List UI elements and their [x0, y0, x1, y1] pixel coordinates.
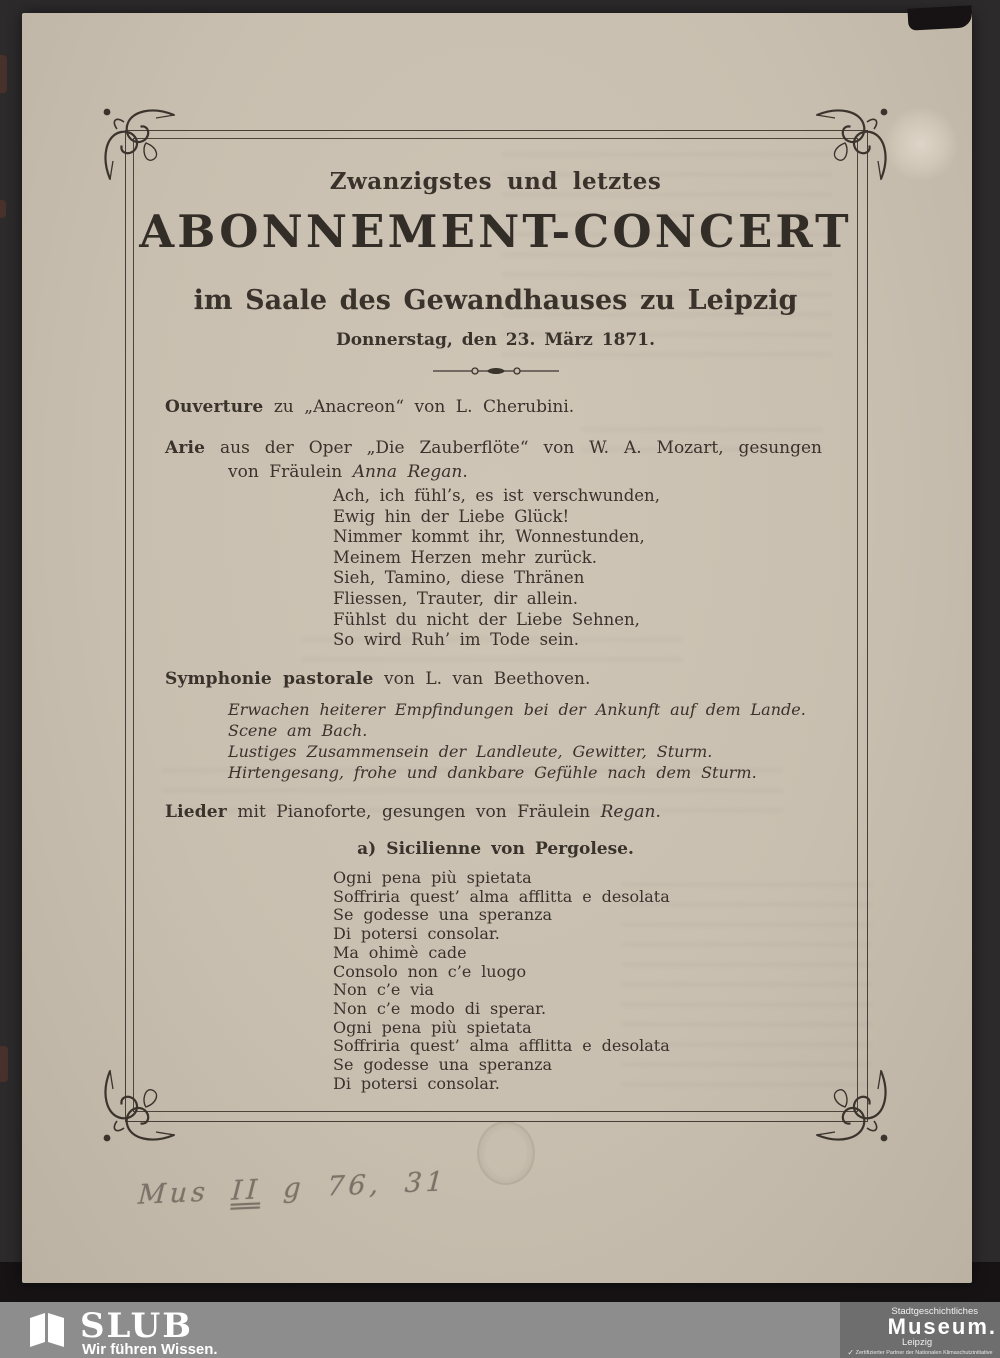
performer-name: Regan — [600, 802, 656, 822]
handwritten-shelfmark — [137, 1166, 448, 1211]
work-type-label: Arie — [165, 438, 206, 458]
embossed-stamp — [477, 1121, 535, 1185]
work-type-label: Ouverture — [165, 397, 264, 417]
verse-line: Ach, ich fühl’s, es ist verschwunden, — [333, 486, 660, 505]
concert-programme-page — [22, 13, 972, 1283]
lyric-line: Se godesse una speranza — [333, 1055, 553, 1075]
lyric-line: Non c’e modo di sperar. — [333, 998, 547, 1018]
movement-line: Lustiges Zusammensein der Landleute, Gewitter, Sturm. — [228, 742, 713, 761]
programme-item-arie-line2 — [228, 462, 468, 482]
work-details: von L. van Beethoven. — [373, 669, 591, 689]
verse-line: Meinem Herzen mehr zurück. — [333, 547, 597, 567]
work-type-label: Symphonie pastorale — [165, 669, 374, 689]
museum-certification — [840, 1348, 1000, 1357]
museum-name-top: Stadtgeschichtliches — [891, 1306, 978, 1317]
shelfmark-roman-numeral: II — [230, 1174, 262, 1207]
lyric-line: Ogni pena più spietata — [333, 868, 532, 887]
verse-line: Ewig hin der Liebe Glück! — [333, 506, 570, 526]
page-title: ABONNEMENT-CONCERT — [139, 205, 852, 258]
paper-tear — [907, 5, 972, 30]
work-details: zu „Anacreon“ von L. Cherubini. — [263, 397, 575, 417]
lyric-line: Ma ohimè cade — [333, 942, 467, 962]
shelfmark-word: Mus — [137, 1176, 210, 1211]
programme-item-symphonie — [165, 669, 590, 689]
slub-tagline: Wir führen Wissen. — [82, 1341, 218, 1358]
verse-line: Nimmer kommt ihr, Wonnestunden, — [333, 527, 645, 547]
shelfmark-number: g 76, 31 — [282, 1166, 448, 1205]
museum-city: Leipzig — [902, 1337, 933, 1348]
song-heading: a) Sicilienne von Pergolese. — [357, 839, 634, 859]
certification-text: Zertifizierter Partner der Nationalen Klimaschutzinitiative — [855, 1350, 993, 1356]
venue-line: im Saale des Gewandhauses zu Leipzig — [193, 285, 798, 316]
movement-line: Scene am Bach. — [228, 721, 368, 740]
verse-line: Sieh, Tamino, diese Thränen — [333, 568, 585, 588]
lyric-line: Di potersi consolar. — [333, 1073, 500, 1093]
binding-mark — [0, 1046, 8, 1082]
lyric-line: Soffriria quest’ alma afflitta e desolata — [333, 1036, 670, 1056]
corner-flourish — [815, 1069, 891, 1145]
work-details: aus der Oper „Die Zauberflöte“ von W. A. Mozart, gesungen — [205, 438, 822, 458]
lyric-line: Se godesse una speranza — [333, 905, 553, 925]
slub-logo-text: SLUB — [80, 1306, 193, 1346]
verse-line: Fühlst du nicht der Liebe Sehnen, — [333, 609, 640, 629]
work-details: von Fräulein — [228, 462, 353, 482]
lyric-line: Ogni pena più spietata — [333, 1017, 532, 1037]
song-lyrics — [333, 869, 670, 1093]
lyric-line: Consolo non c’e luogo — [333, 961, 527, 981]
concert-series-kicker: Zwanzigstes und letztes — [329, 168, 662, 195]
punctuation: . — [462, 462, 468, 482]
programme-item-lieder — [165, 802, 661, 822]
museum-name-main: Museum. — [887, 1314, 997, 1339]
programme-item-ouverture — [165, 397, 574, 417]
movement-line: Erwachen heiterer Empfindungen bei der Ankunft auf dem Lande. — [228, 700, 806, 719]
lyric-line: Soffriria quest’ alma afflitta e desolata — [333, 886, 670, 906]
ornamental-divider — [125, 363, 866, 382]
aria-verse — [333, 486, 660, 651]
corner-flourish — [100, 1069, 176, 1145]
work-type-label: Lieder — [165, 802, 227, 822]
movement-line: Hirtengesang, frohe und dankbare Gefühle nach dem Sturm. — [228, 763, 757, 782]
symphony-movements — [228, 699, 806, 783]
verse-line: Fliessen, Trauter, dir allein. — [333, 588, 579, 608]
paper-stain — [882, 105, 960, 183]
work-details: mit Pianoforte, gesungen von Fräulein — [226, 802, 601, 822]
check-icon: ✓ — [847, 1348, 855, 1357]
slub-book-icon — [28, 1311, 66, 1349]
verse-line: So wird Ruh’ im Tode sein. — [333, 630, 579, 650]
lyric-line: Non c’e via — [333, 980, 434, 1000]
lyric-line: Di potersi consolar. — [333, 924, 500, 944]
punctuation: . — [655, 802, 661, 822]
programme-item-arie-line1 — [165, 438, 822, 458]
binding-mark — [0, 55, 7, 93]
museum-logo-box — [840, 1302, 1000, 1358]
performer-name: Anna Regan — [352, 462, 463, 482]
digitization-footer-bar — [0, 1302, 1000, 1358]
date-line: Donnerstag, den 23. März 1871. — [335, 330, 656, 350]
binding-mark — [0, 200, 6, 218]
